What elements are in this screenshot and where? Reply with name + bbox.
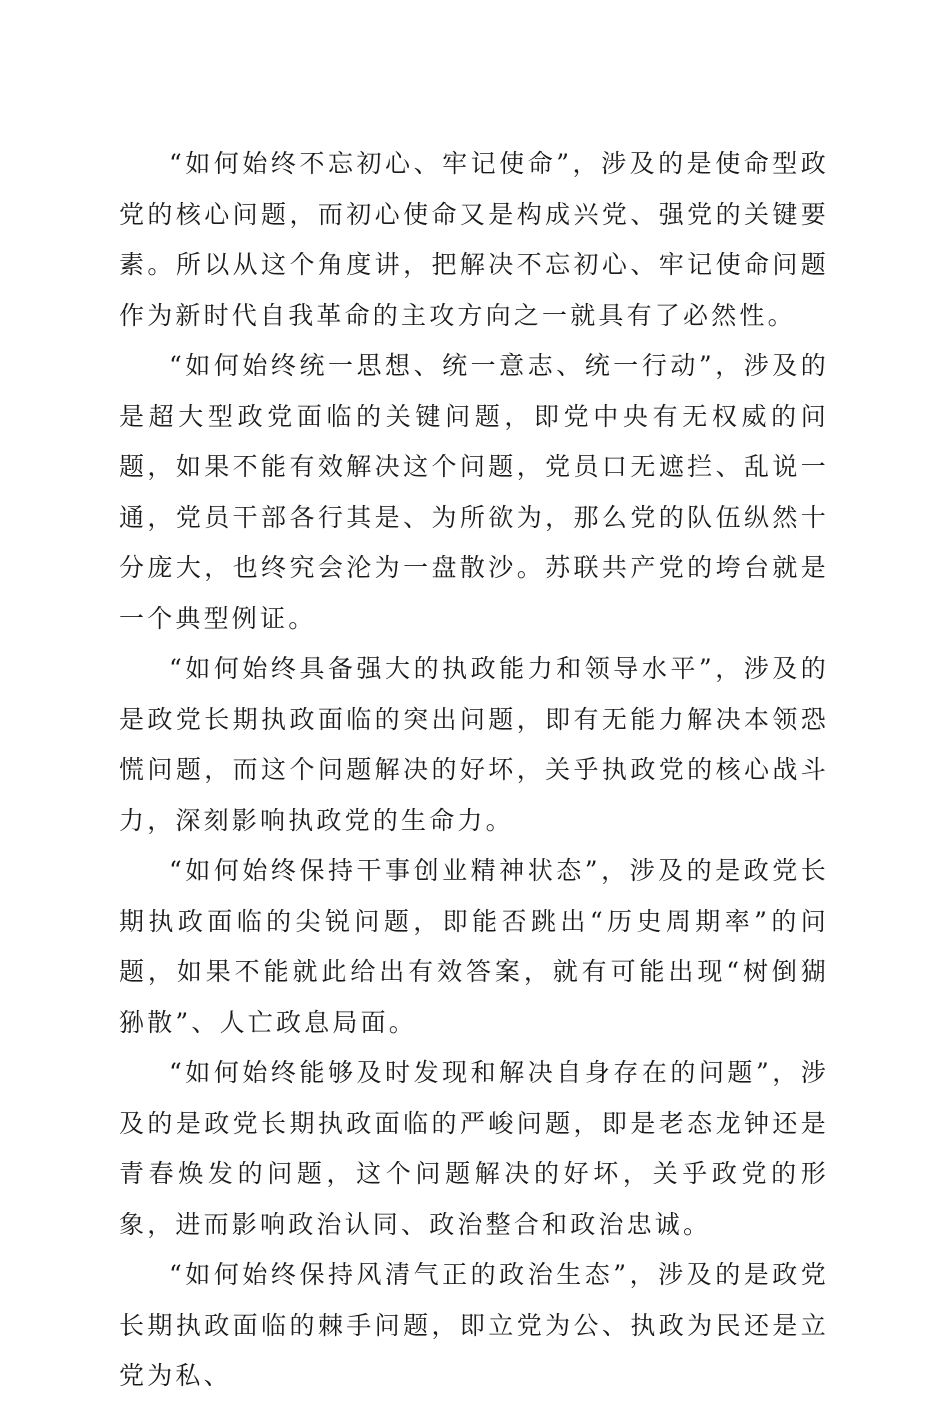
document-body <box>119 139 829 1402</box>
paragraph-1: “如何始终不忘初心、牢记使命”，涉及的是使命型政党的核心问题，而初心使命又是构成兴党、强党的关键要素。所以从这个角度讲，把解决不忘初心、牢记使命问题作为新时代自我革命的主攻方向之一就具有了必然性。 <box>119 149 829 330</box>
paragraph-4: “如何始终保持干事创业精神状态”，涉及的是政党长期执政面临的尖锐问题，即能否跳出“历史周期率”的问题，如果不能就此给出有效答案，就有可能出现“树倒猢狲散”、人亡政息局面。 <box>119 856 829 1037</box>
paragraph-2: “如何始终统一思想、统一意志、统一行动”，涉及的是超大型政党面临的关键问题，即党中央有无权威的问题，如果不能有效解决这个问题，党员口无遮拦、乱说一通，党员干部各行其是、为所欲为，那么党的队伍纵然十分庞大，也终究会沦为一盘散沙。苏联共产党的垮台就是一个典型例证。 <box>119 351 829 633</box>
paragraph-3: “如何始终具备强大的执政能力和领导水平”，涉及的是政党长期执政面临的突出问题，即有无能力解决本领恐慌问题，而这个问题解决的好坏，关乎执政党的核心战斗力，深刻影响执政党的生命力。 <box>119 654 829 835</box>
paragraph-5: “如何始终能够及时发现和解决自身存在的问题”，涉及的是政党长期执政面临的严峻问题，即是老态龙钟还是青春焕发的问题，这个问题解决的好坏，关乎政党的形象，进而影响政治认同、政治整合和政治忠诚。 <box>119 1058 829 1239</box>
paragraph-6: “如何始终保持风清气正的政治生态”，涉及的是政党长期执政面临的棘手问题，即立党为公、执政为民还是立党为私、 <box>119 1260 829 1390</box>
